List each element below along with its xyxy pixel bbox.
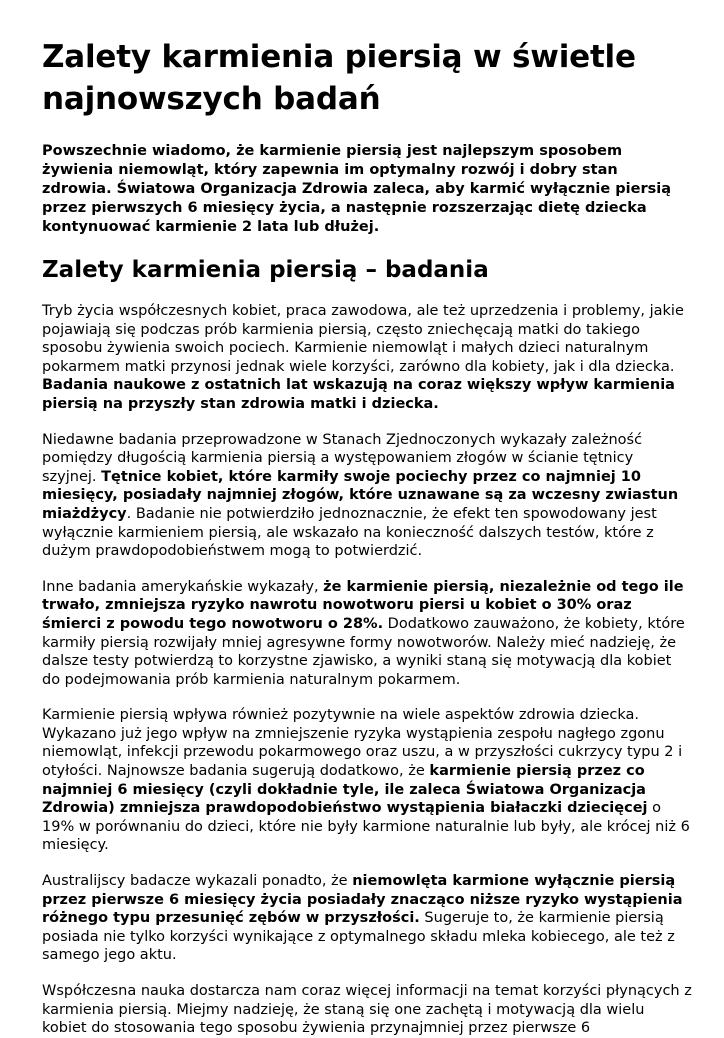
paragraph-emphasis: karmienie piersią przez co najmniej 6 miesięcy (czyli dokładnie tyle, ile zaleca Światowa Organizacja Zdrowia) zmniejsza prawdopodobieństwo wystąpienia białaczki dziecięcej (42, 763, 648, 817)
paragraph-text: Dodatkowo zauważono, że kobiety, które karmiły piersią rozwijały mniej agresywne formy nowotworów. Należy mieć nadzieję, że dalsze testy potwierdzą to korzystne zjawisko, a wyniki staną się motywacją dla kobiet do podejmowania prób karmienia naturalnym pokarmem. (42, 615, 685, 688)
paragraph-text: Inne badania amerykańskie wykazały, (42, 578, 324, 595)
paragraph-text: Australijscy badacze wykazali ponadto, że (42, 873, 353, 890)
article-title: Zalety karmienia piersią w świetle najnowszych badań (42, 39, 636, 117)
paragraph-text: Niedawne badania przeprowadzone w Stanach Zjednoczonych wykazały zależność pomiędzy długością karmienia piersią a występowaniem złogów w ścianie tętnicy szyjnej. (42, 431, 643, 485)
paragraph-emphasis: że karmienie piersią, niezależnie od tego ile trwało, zmniejsza ryzyko nawrotu nowotworu piersi u kobiet o 30% oraz śmierci z powodu tego nowotworu o 28%. (42, 578, 684, 632)
paragraph-text: Tryb życia współczesnych kobiet, praca zawodowa, ale też uprzedzenia i problemy, jakie pojawiają się podczas prób karmienia piersią, często zniechęcają matki do takiego sposobu żywienia swoich pociech. Karmienie niemowląt i małych dzieci naturalnym pokarmem matki przynosi jednak wiele korzyści, zarówno dla kobiety, jak i dla dziecka. (42, 303, 684, 375)
paragraph-text: . Badanie nie potwierdziło jednoznacznie, że efekt ten spowodowany jest wyłącznie karmieniem piersią, ale wskazało na konieczność dalszych testów, które z dużym prawdopodobieństwem mogą to potwierdzić. (42, 505, 657, 560)
paragraph-text: Sugeruje to, że karmienie piersią posiada nie tylko korzyści wynikające z optymalnego składu mleka kobiecego, ale też z samego jego aktu. (42, 910, 675, 964)
paragraph-emphasis: niemowlęta karmione wyłącznie piersią przez pierwsze 6 miesięcy życia posiadały znacząco niższe ryzyko wystąpienia różnego typu przesunięć zębów w przyszłości. (42, 873, 683, 927)
paragraph-child-health (42, 706, 692, 855)
paragraph-cancer (42, 578, 692, 690)
paragraph-emphasis: Tętnice kobiet, które karmiły swoje pociechy przez co najmniej 10 miesięcy, posiadały najmniej złogów, które uznawane są za wczesny zwiastun miażdżycy (42, 468, 679, 522)
paragraph-text: Karmienie piersią wpływa również pozytywnie na wiele aspektów zdrowia dziecka. Wykazano już jego wpływ na zmniejszenie ryzyka wystąpienia zespołu nagłego zgonu niemowląt, infekcji przewodu pokarmowego oraz uszu, a w przyszłości cukrzycy typu 2 i otyłości. Najnowsze badania sugerują dodatkowo, że (42, 707, 683, 780)
article (42, 36, 692, 1038)
paragraph-lifestyle (42, 302, 692, 414)
article-lead: Powszechnie wiadomo, że karmienie piersią jest najlepszym sposobem żywienia niemowląt, który zapewnia im optymalny rozwój i dobry stan zdrowia. Światowa Organizacja Zdrowia zaleca, aby karmić wyłącznie piersią przez pierwszych 6 miesięcy życia, a następnie rozszerzając dietę dziecka kontynuować karmienie 2 lata lub dłużej. (42, 143, 671, 235)
section-heading: Zalety karmienia piersią – badania (42, 257, 489, 283)
paragraph-arteries (42, 431, 692, 561)
paragraph-text: o 19% w porównaniu do dzieci, które nie były karmione naturalnie lub były, ale krócej niż 6 miesięcy. (42, 800, 690, 854)
paragraph-teeth (42, 872, 692, 965)
paragraph-text: Współczesna nauka dostarcza nam coraz więcej informacji na temat korzyści płynących z karmienia piersią. Miejmy nadzieję, że staną się one zachętą i motywacją dla wielu kobiet do stosowania tego sposobu żywienia przynajmniej przez pierwsze 6 (42, 983, 692, 1037)
paragraph-conclusion (42, 982, 692, 1038)
paragraph-emphasis: Badania naukowe z ostatnich lat wskazują na coraz większy wpływ karmienia piersią na przyszły stan zdrowia matki i dziecka. (42, 377, 675, 412)
